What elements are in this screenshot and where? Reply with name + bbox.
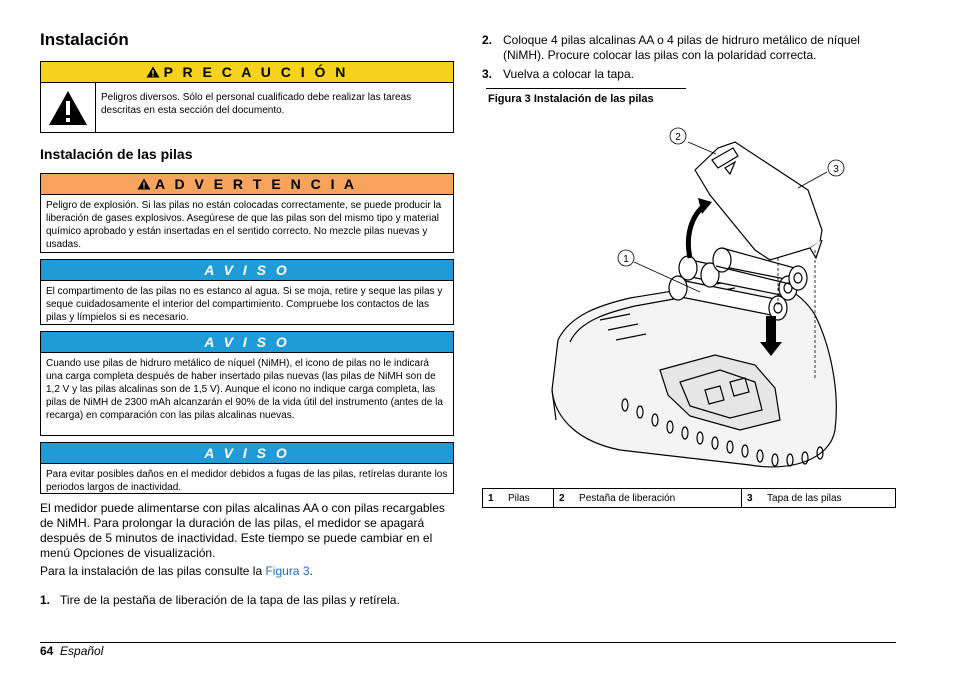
notice-box <box>40 259 454 325</box>
notice-text: El compartimento de las pilas no es estanco al agua. Si se moja, retire y seque las pilas y seque cuidadosamente el interior del compartimiento. Compruebe los contactos de las pilas y límpielos si es necesario. <box>46 286 443 323</box>
warning-text: Peligro de explosión. Si las pilas no están colocadas correctamente, se puede producir la liberación de gases explosivos. Asegúrese de que las pilas son del mismo tipo y material químico aprobado y están insertadas en el sentido correcto. No mezcle pilas nuevas y usadas. <box>46 200 442 250</box>
footer-rule <box>40 642 896 643</box>
caution-box <box>40 61 454 133</box>
warning-title: A D V E R T E N C I A <box>155 176 357 192</box>
step-text: Tire de la pestaña de liberación de la tapa de las pilas y retírela. <box>60 593 400 607</box>
caution-title: P R E C A U C I Ó N <box>163 64 349 80</box>
notice-box <box>40 442 454 494</box>
legend-label: Pestaña de liberación <box>574 489 742 508</box>
callout-3: 3 <box>833 164 839 175</box>
warning-header <box>41 174 453 195</box>
battery-cover <box>695 142 822 260</box>
figure-legend <box>482 488 896 508</box>
page-heading: Instalación <box>40 30 129 49</box>
meter-body <box>552 279 836 467</box>
footer-language: Español <box>60 644 104 658</box>
section-heading: Instalación de las pilas <box>40 146 193 162</box>
reference-suffix: . <box>309 564 313 578</box>
legend-label: Tapa de las pilas <box>762 489 895 508</box>
exclamation-triangle-icon <box>48 90 88 126</box>
caution-symbol <box>41 83 96 133</box>
figure-caption: Figura 3 Instalación de las pilas <box>488 93 654 105</box>
step-number: 2. <box>482 33 493 47</box>
notice-header: A V I S O <box>41 332 453 353</box>
notice-box <box>40 331 454 436</box>
page-number: 64 <box>40 644 54 658</box>
legend-label: Pilas <box>503 489 554 508</box>
caution-header <box>41 62 453 83</box>
caption-rule <box>486 88 686 89</box>
step-item <box>482 67 902 82</box>
page-footer <box>40 644 103 658</box>
legend-number: 1 <box>483 489 504 508</box>
reference-paragraph <box>40 564 458 579</box>
step-text: Coloque 4 pilas alcalinas AA o 4 pilas de hidruro metálico de níquel (NiMH). Procure colocar las pilas con la polaridad correcta. <box>503 33 860 62</box>
legend-number: 2 <box>554 489 575 508</box>
notice-header: A V I S O <box>41 443 453 464</box>
callout-1: 1 <box>623 254 629 265</box>
step-item <box>482 33 902 63</box>
legend-row <box>483 489 896 508</box>
reference-prefix: Para la instalación de las pilas consulte la <box>40 564 266 578</box>
figure-link[interactable]: Figura 3 <box>265 564 310 578</box>
warning-triangle-icon <box>137 178 151 190</box>
notice-header: A V I S O <box>41 260 453 281</box>
caution-text: Peligros diversos. Sólo el personal cualificado debe realizar las tareas descritas en esta sección del documento. <box>101 92 412 116</box>
notice-text: Cuando use pilas de hidruro metálico de níquel (NiMH), el icono de pilas no le indicará una carga completa después de haber insertado pilas nuevas (las pilas de NiMH son de 1,2 V y las pilas alcalinas son de 1,5 V). Aunque el icono no indique carga completa, las pilas de NiMH de 2300 mAh alcanzarán el 90% de la vida útil del instrumento (antes de la recarga) en comparación con las pilas alcalinas nuevas. <box>46 358 443 421</box>
warning-box <box>40 173 454 253</box>
callout-2: 2 <box>675 132 681 143</box>
body-paragraph: El medidor puede alimentarse con pilas alcalinas AA o con pilas recargables de NiMH. Para prolongar la duración de las pilas, el medidor se apagará después de 5 minutos de inactividad. Este tiempo se puede cambiar en el menú Opciones de visualización. <box>40 501 445 560</box>
warning-triangle-icon <box>146 66 160 78</box>
legend-number: 3 <box>742 489 763 508</box>
notice-text: Para evitar posibles daños en el medidor debidos a fugas de las pilas, retírelas durante los periodos largos de inactividad. <box>46 469 448 493</box>
battery-installation-figure <box>540 120 860 480</box>
step-number: 3. <box>482 67 493 81</box>
step-text: Vuelva a colocar la tapa. <box>503 67 634 81</box>
step-item <box>40 593 458 608</box>
step-number: 1. <box>40 593 51 607</box>
